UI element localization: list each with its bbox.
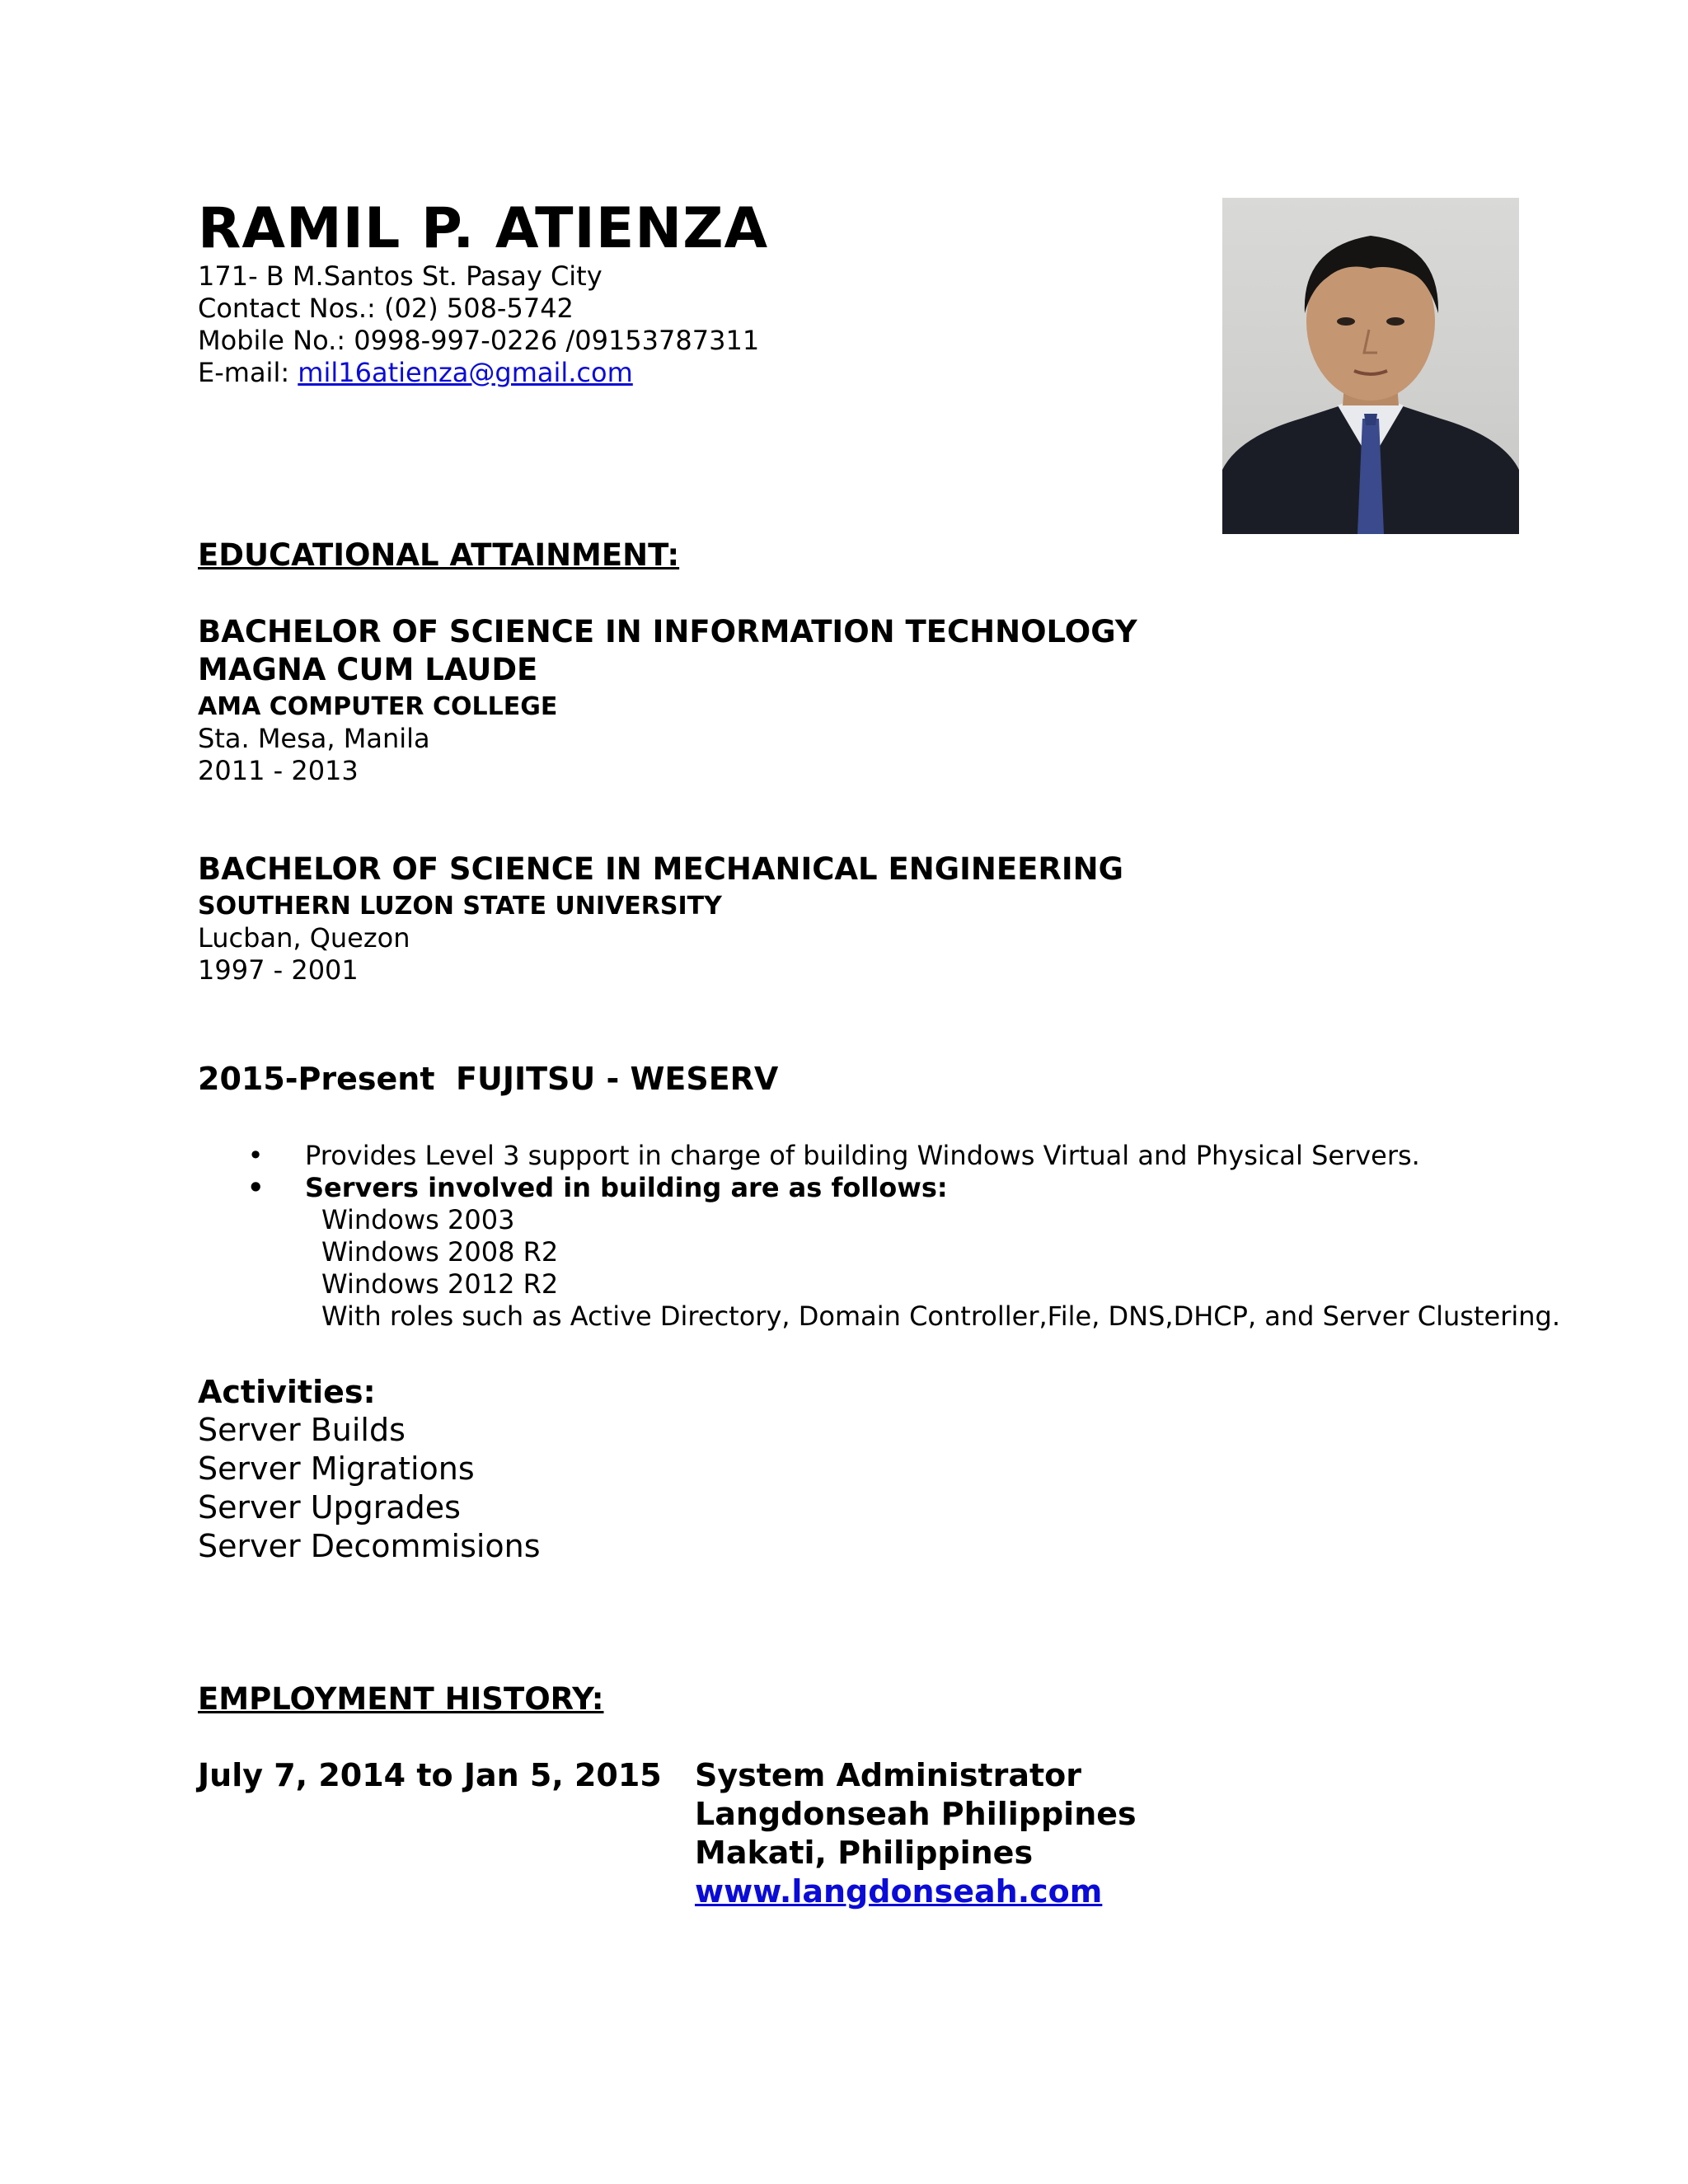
activity-item: Server Decommisions [198,1528,541,1564]
degree-me: BACHELOR OF SCIENCE IN MECHANICAL ENGINEERING [198,851,1123,887]
activity-item: Server Builds [198,1412,406,1448]
honor-label: MAGNA CUM LAUDE [198,652,538,687]
school-location: Sta. Mesa, Manila [198,723,430,754]
phone-line: Contact Nos.: (02) 508-5742 [198,293,574,324]
school-ama: AMA COMPUTER COLLEGE [198,692,558,721]
email-link[interactable]: mil16atienza@gmail.com [298,357,633,388]
applicant-name: RAMIL P. ATIENZA [198,196,769,261]
bullet-icon: • [247,1172,265,1203]
server-item: Windows 2008 R2 [321,1236,559,1268]
address-line: 171- B M.Santos St. Pasay City [198,260,603,292]
activity-item: Server Upgrades [198,1489,461,1526]
employment-location: Makati, Philippines [695,1835,1034,1871]
employment-company: Langdonseah Philippines [695,1796,1137,1832]
employment-date-range: July 7, 2014 to Jan 5, 2015 [198,1757,662,1793]
employment-heading: EMPLOYMENT HISTORY: [198,1681,604,1717]
mobile-line: Mobile No.: 0998-997-0226 /09153787311 [198,325,760,356]
school-location: Lucban, Quezon [198,922,410,954]
duty-text: Servers involved in building are as follows: [305,1172,948,1203]
school-years: 1997 - 2001 [198,954,359,986]
job-company: FUJITSU - WESERV [456,1061,779,1097]
school-slsu: SOUTHERN LUZON STATE UNIVERSITY [198,892,722,921]
server-item: Windows 2003 [321,1204,515,1235]
employment-position: System Administrator [695,1757,1082,1793]
job-duties [247,1140,1560,1333]
list-item [247,1172,1560,1204]
email-line [198,357,759,389]
activities-list [198,1411,541,1566]
server-item: Windows 2012 R2 [321,1268,559,1300]
activities-title: Activities: [198,1374,376,1410]
contact-block [198,260,759,389]
profile-photo [1222,198,1519,534]
employment-details [695,1756,1137,1911]
job-period: 2015-Present [198,1061,435,1097]
duty-text: Provides Level 3 support in charge of building Windows Virtual and Physical Servers. [305,1140,1420,1171]
degree-it: BACHELOR OF SCIENCE IN INFORMATION TECHNOLOGY [198,614,1137,649]
current-job-header [198,1060,779,1098]
email-label: E-mail: [198,357,298,388]
education-heading: EDUCATIONAL ATTAINMENT: [198,537,680,573]
server-roles: With roles such as Active Directory, Domain Controller,File, DNS,DHCP, and Server Clustering. [321,1301,1560,1332]
activity-item: Server Migrations [198,1451,475,1487]
employment-website-link[interactable]: www.langdonseah.com [695,1873,1103,1910]
list-item [247,1140,1560,1172]
school-years: 2011 - 2013 [198,755,359,786]
bullet-icon: • [247,1140,264,1171]
